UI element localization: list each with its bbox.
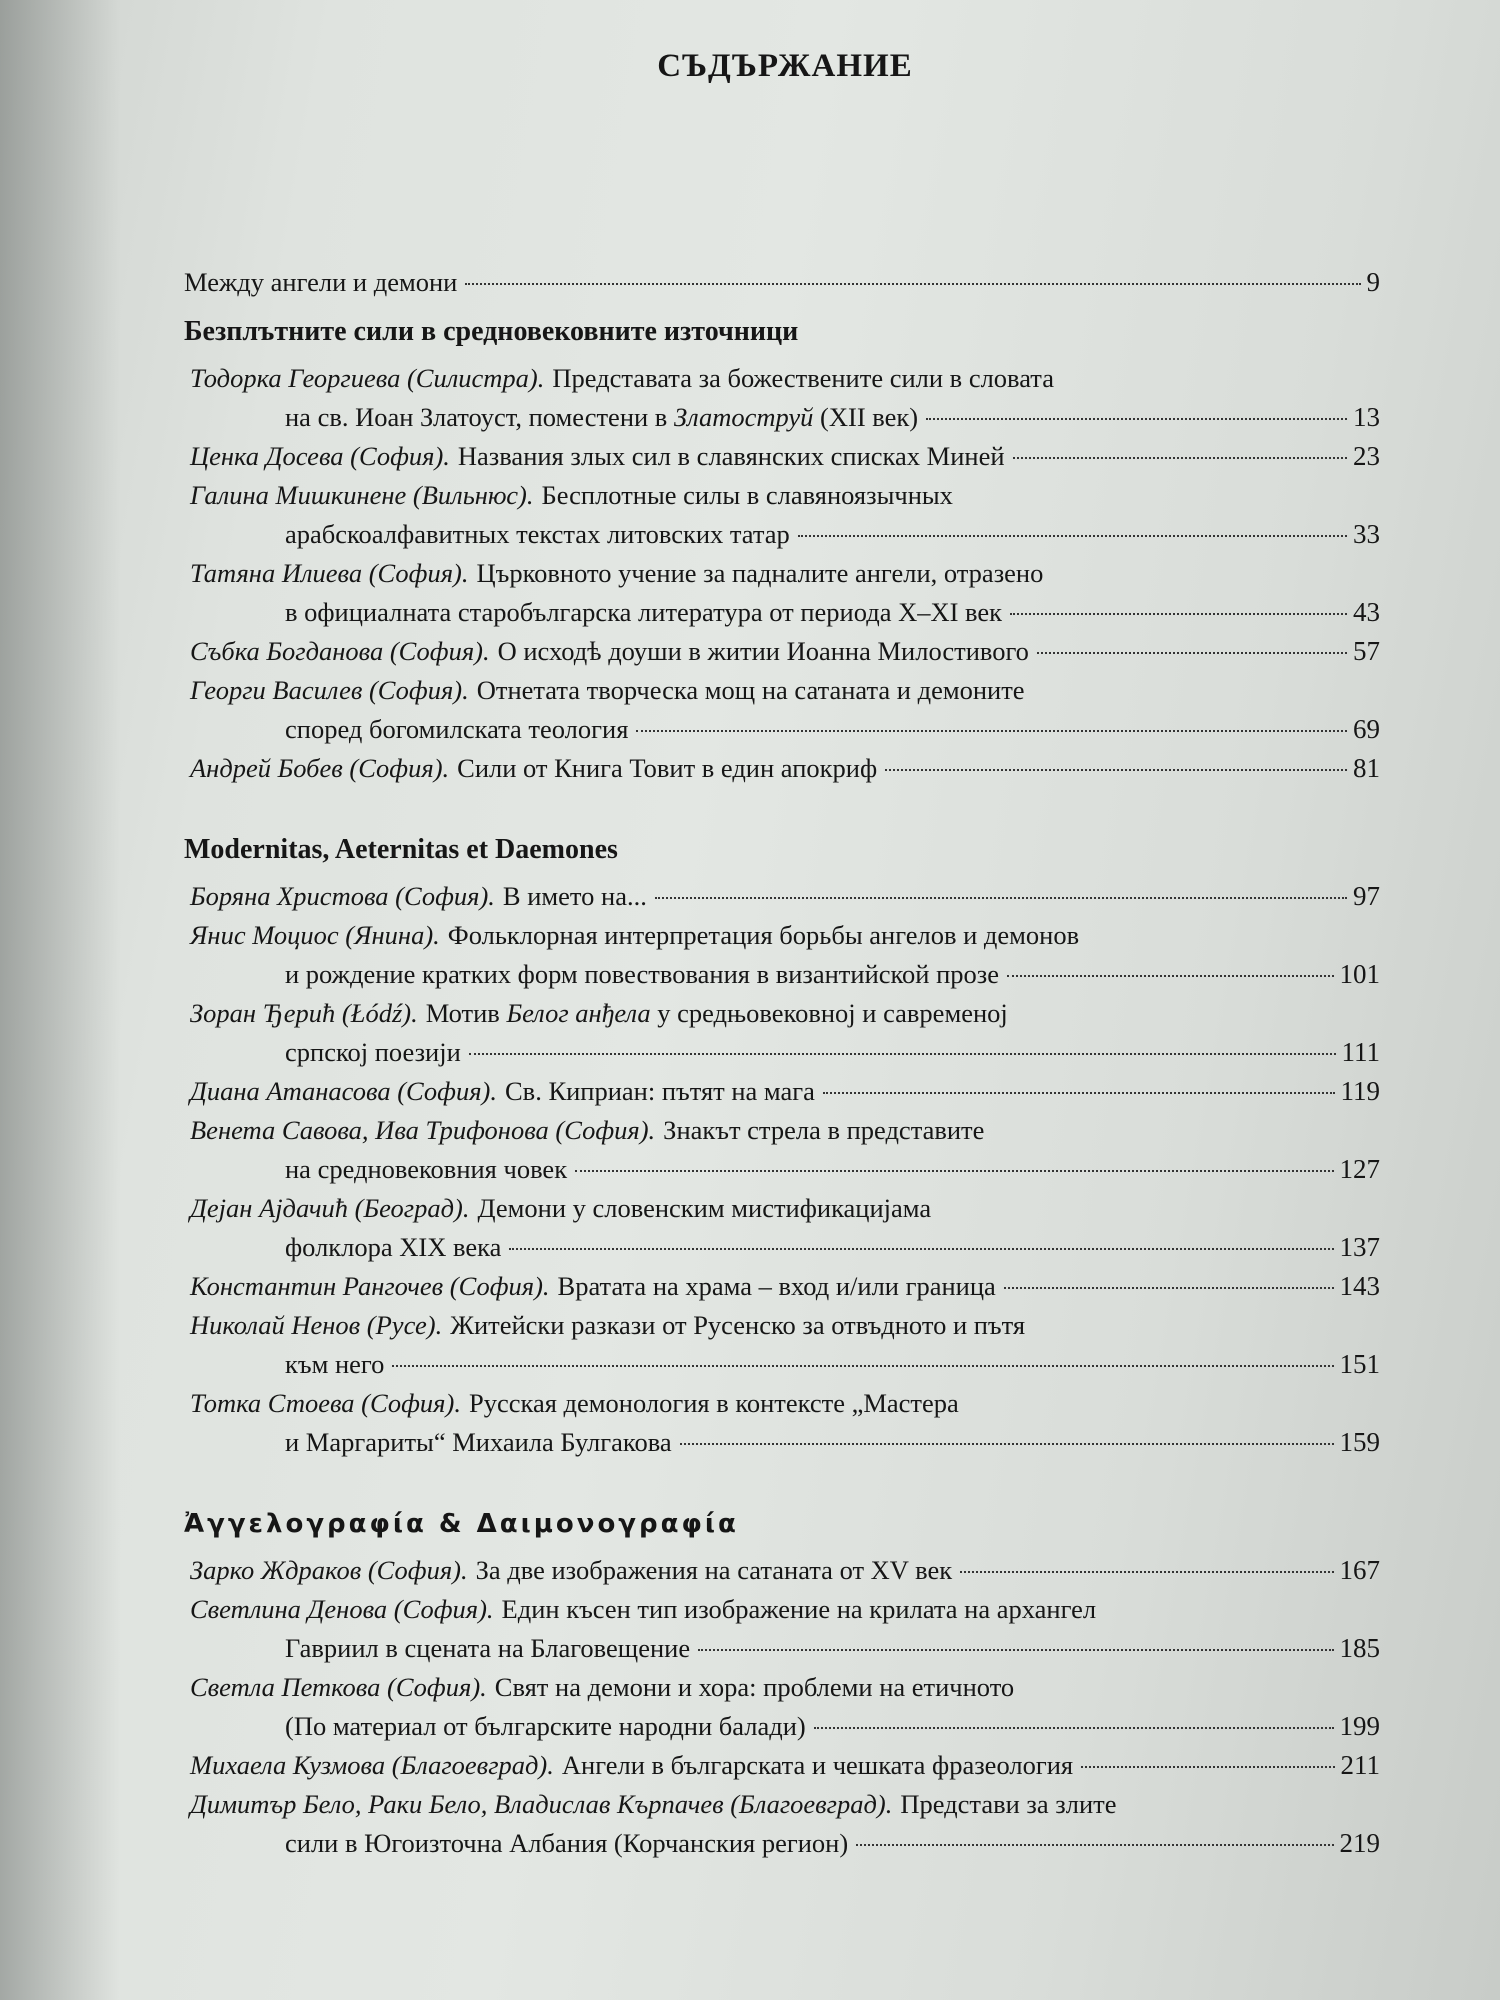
entry-title: Един късен тип изображение на крилата на архангел — [501, 1594, 1097, 1624]
entry-title-part: у средњовековној и савременој — [650, 998, 1008, 1028]
page-number: 9 — [1366, 267, 1380, 297]
entry-title-part: арабскоалфавитных текстах литовских татар — [285, 519, 790, 549]
entry-line-2 — [190, 710, 1380, 749]
page-number: 33 — [1353, 519, 1380, 549]
entry-author: Димитър Бело, Раки Бело, Владислав Кърпачев (Благоевград). — [190, 1789, 893, 1819]
toc-entry — [190, 1746, 1380, 1785]
toc-entry — [190, 916, 1380, 994]
toc-entry — [190, 1111, 1380, 1189]
entry-title-continued — [285, 398, 918, 437]
leader-dots — [798, 535, 1347, 537]
entry-line-2 — [190, 515, 1380, 554]
entry-line-1 — [190, 994, 1380, 1033]
leader-dots — [636, 730, 1347, 732]
leader-dots — [1004, 1287, 1334, 1289]
entry-title-continued — [285, 1824, 848, 1863]
entry-title-italic: Златоструй — [673, 402, 814, 432]
page-number: 127 — [1339, 1154, 1380, 1184]
entry-line-2 — [190, 1033, 1380, 1072]
entry-title-continued — [285, 955, 999, 994]
section-heading: Безплътните сили в средновековните източници — [184, 316, 799, 347]
entry-title-continued — [285, 515, 790, 554]
entry-author: Светлина Денова (София). — [190, 1594, 494, 1624]
entry-title-continued — [285, 1629, 690, 1668]
entry-line-1 — [190, 554, 1380, 593]
page-number: 159 — [1339, 1427, 1380, 1457]
entry-title-continued — [285, 1033, 461, 1072]
entry-title: Русская демонология в контексте „Мастера — [468, 1388, 959, 1418]
entry-line-2 — [190, 1629, 1380, 1668]
page-number: 151 — [1339, 1349, 1380, 1379]
toc-entry — [190, 1189, 1380, 1267]
entry-title-part: (XII век) — [813, 402, 919, 432]
entry-line-2 — [190, 1228, 1380, 1267]
leader-dots — [1010, 613, 1347, 615]
entry-title-continued — [285, 710, 628, 749]
entry-line-1 — [190, 749, 1380, 788]
entry-title: Названия злых сил в славянских списках Миней — [457, 441, 1005, 471]
entry-author: Дејан Ајдачић (Београд). — [190, 1193, 470, 1223]
entry-title-part: сили в Югоизточна Албания (Корчанския регион) — [285, 1828, 849, 1858]
entry-title-part: на средновековния човек — [285, 1154, 568, 1184]
leader-dots — [1007, 975, 1333, 977]
entry-title: Св. Киприан: пътят на мага — [505, 1076, 815, 1106]
toc-entry — [190, 476, 1380, 554]
toc-entry — [190, 877, 1380, 916]
leader-dots — [575, 1170, 1333, 1172]
entry-title: В името на... — [502, 881, 647, 911]
leader-dots — [509, 1248, 1333, 1250]
entry-title: Свят на демони и хора: проблеми на етичното — [494, 1672, 1015, 1702]
toc-entry — [190, 1590, 1380, 1668]
leader-dots — [465, 283, 1360, 285]
entry-title: Фольклорная интерпретация борьбы ангелов и демонов — [447, 920, 1080, 950]
entry-title: Ангели в българската и чешката фразеология — [561, 1750, 1074, 1780]
entry-author: Георги Василев (София). — [190, 675, 469, 705]
entry-title-continued — [285, 1228, 501, 1267]
page-number: 57 — [1353, 636, 1380, 666]
entry-author: Тодорка Георгиева (Силистра). — [190, 363, 545, 393]
page-number: 137 — [1339, 1232, 1380, 1262]
section-heading: Modernitas, Aeternitas et Daemones — [184, 834, 618, 865]
entry-title-continued — [285, 1423, 672, 1462]
entry-title: Представата за божествените сили в словата — [552, 363, 1054, 393]
entry-line-1 — [190, 1384, 1380, 1423]
entry-title: Демони у словенским мистификацијама — [477, 1193, 932, 1223]
entry-author: Тотка Стоева (София). — [190, 1388, 461, 1418]
entry-title-part: и Маргариты“ Михаила Булгакова — [285, 1427, 672, 1457]
section-heading: Ἀγγελογραφία & Δαιμονογραφία — [184, 1509, 739, 1539]
toc-entry — [190, 359, 1380, 437]
entry-author: Зоран Ђерић (Łódź). — [190, 998, 418, 1028]
entry-title: Църковното учение за падналите ангели, отразено — [476, 558, 1044, 588]
toc-entry — [190, 1384, 1380, 1462]
entry-author: Светла Петкова (София). — [190, 1672, 487, 1702]
toc-entry — [190, 632, 1380, 671]
toc-entry — [190, 1785, 1380, 1863]
entry-line-1 — [190, 671, 1380, 710]
entry-author: Събка Богданова (София). — [190, 636, 490, 666]
entry-line-1 — [190, 1746, 1380, 1785]
entry-title: Представи за злите — [900, 1789, 1117, 1819]
entry-line-1 — [190, 1267, 1380, 1306]
leader-dots — [960, 1571, 1333, 1573]
entry-title: Житейски разкази от Русенско за отвъдното и пътя — [450, 1310, 1026, 1340]
entry-title-part: на св. Иоан Златоуст, поместени в — [285, 402, 674, 432]
page-number: 23 — [1353, 441, 1380, 471]
entry-line-1 — [190, 1785, 1380, 1824]
toc-entry — [190, 437, 1380, 476]
entry-line-1 — [190, 1668, 1380, 1707]
page-number: 219 — [1339, 1828, 1380, 1858]
entry-title — [426, 994, 1008, 1033]
entry-author: Янис Моциос (Янина). — [190, 920, 440, 950]
entry-line-2 — [190, 1150, 1380, 1189]
page-number: 69 — [1353, 714, 1380, 744]
entry-title-part: (По материал от българските народни балади) — [285, 1711, 806, 1741]
entry-title: Вратата на храма – вход и/или граница — [557, 1271, 996, 1301]
entry-title-part: към него — [285, 1349, 385, 1379]
entry-title-continued — [285, 593, 1002, 632]
entry-line-1 — [190, 359, 1380, 398]
page-number: 101 — [1339, 959, 1380, 989]
entry-line-1 — [190, 1306, 1380, 1345]
leader-dots — [814, 1727, 1334, 1729]
entry-author: Николай Ненов (Русе). — [190, 1310, 443, 1340]
entry-line-1 — [190, 1189, 1380, 1228]
toc-entry — [190, 994, 1380, 1072]
leader-dots — [392, 1365, 1333, 1367]
leader-dots — [926, 418, 1347, 420]
leader-dots — [1013, 457, 1347, 459]
entry-line-1 — [190, 1551, 1380, 1590]
entry-author: Боряна Христова (София). — [190, 881, 495, 911]
leader-dots — [680, 1443, 1334, 1445]
page-number: 143 — [1339, 1271, 1380, 1301]
page-binding-shadow — [0, 0, 120, 2000]
entry-author: Галина Мишкинене (Вильнюс). — [190, 480, 534, 510]
entry-line-1 — [190, 916, 1380, 955]
leader-dots — [655, 897, 1347, 899]
toc-entry — [190, 671, 1380, 749]
entry-line-2 — [190, 1824, 1380, 1863]
entry-title: О исходѣ доуши в житии Иоанна Милостивого — [497, 636, 1029, 666]
entry-line-2 — [190, 1423, 1380, 1462]
entry-title-part: и рождение кратких форм повествования в византийской прозе — [285, 959, 1000, 989]
toc-entry — [190, 1551, 1380, 1590]
toc-entry — [190, 749, 1380, 788]
table-of-contents — [184, 40, 1380, 1863]
page-number: 97 — [1353, 881, 1380, 911]
entry-line-1 — [190, 1072, 1380, 1111]
entry-title: Отнетата творческа мощ на сатаната и демоните — [476, 675, 1025, 705]
page-number: 167 — [1339, 1555, 1380, 1585]
entry-title-part: Гавриил в сцената на Благовещение — [285, 1633, 691, 1663]
entry-title: Знакът стрела в представите — [663, 1115, 985, 1145]
entry-author: Зарко Ждраков (София). — [190, 1555, 468, 1585]
entry-author: Михаела Кузмова (Благоевград). — [190, 1750, 554, 1780]
entry-title-part: според богомилската теология — [285, 714, 629, 744]
entry-line-2 — [190, 1345, 1380, 1384]
leader-dots — [698, 1649, 1333, 1651]
leader-dots — [1037, 652, 1347, 654]
leader-dots — [469, 1053, 1336, 1055]
entry-author: Ценка Досева (София). — [190, 441, 450, 471]
toc-entry — [190, 1267, 1380, 1306]
entry-title-continued — [285, 1707, 806, 1746]
toc-entry — [190, 1668, 1380, 1746]
entry-title-part: српској поезији — [285, 1037, 461, 1067]
entry-author: Константин Рангочев (София). — [190, 1271, 550, 1301]
leader-dots — [856, 1844, 1333, 1846]
leader-dots — [885, 769, 1347, 771]
entry-author: Татяна Илиева (София). — [190, 558, 469, 588]
page-number: 119 — [1340, 1076, 1380, 1106]
page-number: 199 — [1339, 1711, 1380, 1741]
entry-author: Диана Атанасова (София). — [190, 1076, 497, 1106]
entry-line-1 — [190, 632, 1380, 671]
toc-entry — [190, 554, 1380, 632]
entry-title-part: Мотив — [425, 998, 507, 1028]
entry-author: Андрей Бобев (София). — [190, 753, 450, 783]
entry-line-1 — [190, 877, 1380, 916]
leader-dots — [1081, 1766, 1334, 1768]
entry-title-part: фолклора XIX века — [285, 1232, 502, 1262]
entry-title-part: в официалната старобългарска литература от периода X–XI век — [285, 597, 1003, 627]
page-number: 111 — [1341, 1037, 1380, 1067]
entry-title: За две изображения на сатаната от XV век — [475, 1555, 953, 1585]
entry-line-1 — [190, 1111, 1380, 1150]
entry-line-1 — [190, 476, 1380, 515]
entry-title: Сили от Книга Товит в един апокриф — [457, 753, 878, 783]
entry-author: Венета Савова, Ива Трифонова (София). — [190, 1115, 656, 1145]
leader-dots — [823, 1092, 1335, 1094]
entry-line-2 — [190, 593, 1380, 632]
page-number: 81 — [1353, 753, 1380, 783]
toc-entry — [190, 1306, 1380, 1384]
entry-title-continued — [285, 1345, 384, 1384]
toc-entry — [190, 1072, 1380, 1111]
page-number: 43 — [1353, 597, 1380, 627]
entry-title-continued — [285, 1150, 567, 1189]
entry-line-2 — [190, 1707, 1380, 1746]
entry-line-2 — [190, 955, 1380, 994]
entry-title: Бесплотные силы в славяноязычных — [541, 480, 953, 510]
entry-line-1 — [190, 1590, 1380, 1629]
toc-entry-intro — [184, 263, 1380, 302]
entry-title-italic: Белог анђела — [506, 998, 651, 1028]
page-number: 185 — [1339, 1633, 1380, 1663]
page-number: 211 — [1340, 1750, 1380, 1780]
entry-line-1 — [190, 437, 1380, 476]
entry-line-2 — [190, 398, 1380, 437]
entry-title: Между ангели и демони — [184, 267, 458, 297]
page-number: 13 — [1353, 402, 1380, 432]
page-title: СЪДЪРЖАНИЕ — [657, 48, 913, 84]
